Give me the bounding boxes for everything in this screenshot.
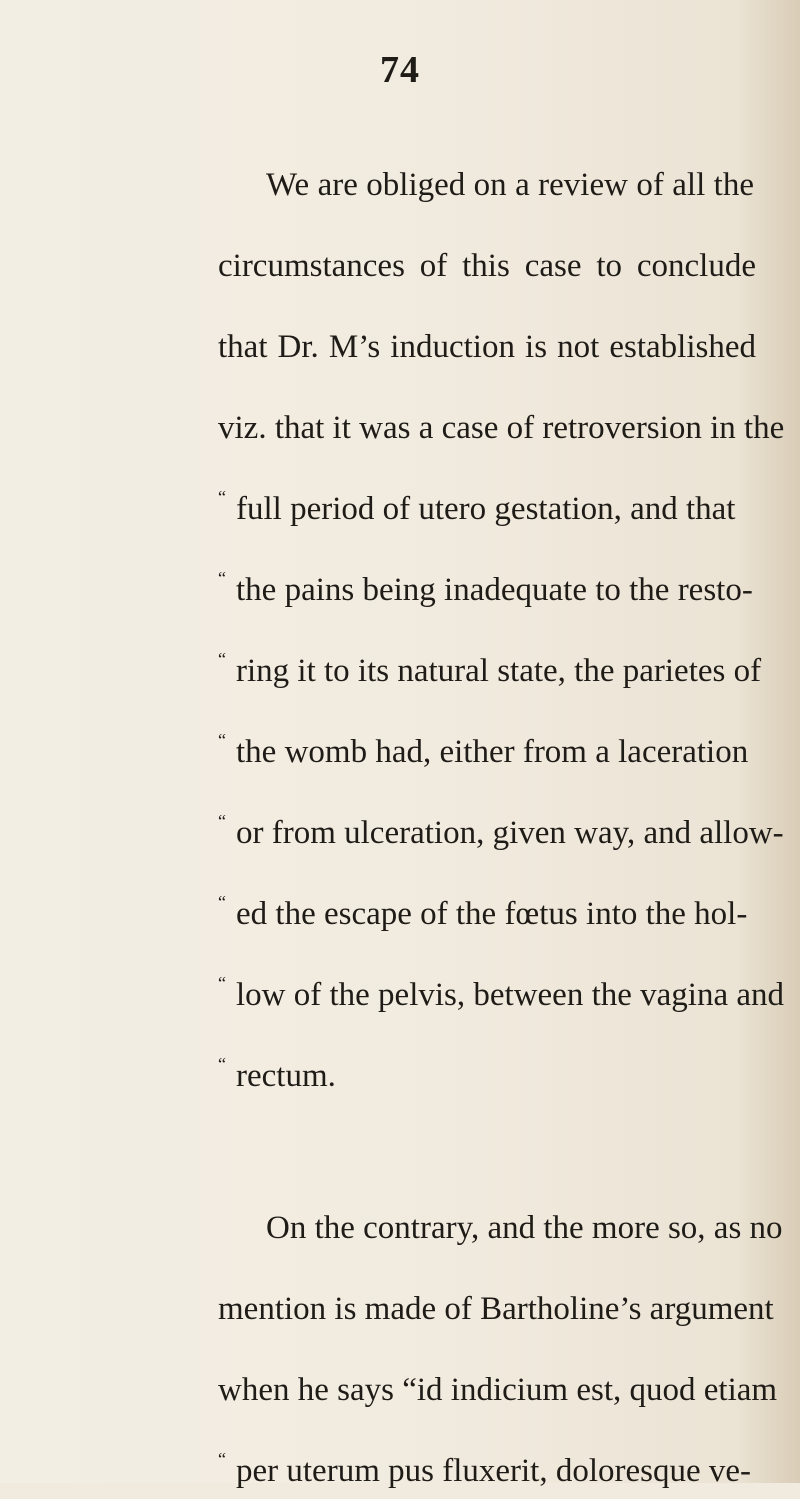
page-number: 74 <box>380 49 420 91</box>
quote-mark: “ <box>218 487 226 507</box>
text-line-p1-l7 <box>218 643 762 699</box>
text-line-p1-l11 <box>218 967 784 1023</box>
quote-mark: “ <box>218 973 226 993</box>
line-text: rectum. <box>236 1058 336 1094</box>
quote-mark: “ <box>218 568 226 588</box>
line-text: viz. that it was a case of retroversion in the <box>218 410 785 446</box>
line-text: ring it to its natural state, the parietes of <box>236 653 762 689</box>
line-text: the pains being inadequate to the resto- <box>236 572 753 608</box>
text-line-p1-l12 <box>218 1048 756 1104</box>
text-line-p1-l8 <box>218 724 756 780</box>
line-text: that Dr. M’s induction is not established <box>218 329 756 365</box>
line-text: ed the escape of the fœtus into the hol- <box>236 896 748 932</box>
quote-mark: “ <box>218 730 226 750</box>
line-text: low of the pelvis, between the vagina and <box>236 977 784 1013</box>
line-text: On the contrary, and the more so, as no <box>266 1210 783 1246</box>
line-text: mention is made of Bartholine’s argument <box>218 1291 774 1327</box>
text-line-p1-l1 <box>266 157 754 213</box>
line-text: per uterum pus fluxerit, doloresque ve- <box>236 1453 752 1489</box>
quote-mark: “ <box>218 649 226 669</box>
line-text: full period of utero gestation, and that <box>236 491 736 527</box>
text-line-p1-l3 <box>218 319 756 375</box>
line-text: the womb had, either from a laceration <box>236 734 749 770</box>
quote-mark: “ <box>218 811 226 831</box>
text-line-p1-l4 <box>218 400 785 456</box>
line-text: We are obliged on a review of all the <box>266 167 754 203</box>
line-text: when he says “id indicium est, quod etiam <box>218 1372 778 1408</box>
text-line-p1-l6 <box>218 562 756 618</box>
text-line-p1-l2 <box>218 238 756 294</box>
text-line-p1-l9 <box>218 805 784 861</box>
text-line-p2-l1 <box>266 1200 783 1256</box>
line-text: or from ulceration, given way, and allow- <box>236 815 784 851</box>
text-line-p2-l2 <box>218 1281 774 1337</box>
line-text: circumstances of this case to conclude <box>218 248 756 284</box>
text-line-p2-l4 <box>218 1443 756 1499</box>
quote-mark: “ <box>218 892 226 912</box>
text-line-p2-l3 <box>218 1362 778 1418</box>
text-line-p1-l10 <box>218 886 756 942</box>
quote-mark: “ <box>218 1054 226 1074</box>
text-line-p1-l5 <box>218 481 756 537</box>
quote-mark: “ <box>218 1449 226 1469</box>
